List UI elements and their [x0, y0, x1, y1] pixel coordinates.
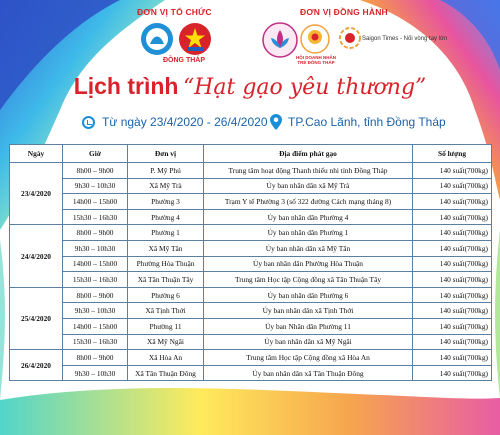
unit-cell: Phường 6: [128, 287, 204, 303]
table-row: [10, 318, 492, 334]
schedule-table: [9, 144, 492, 381]
time-cell: 15h30 – 16h30: [63, 209, 128, 225]
place-cell: Ủy ban nhân dân Phường 4: [204, 209, 413, 225]
date-cell: 26/4/2020: [10, 350, 63, 381]
youth-union-logo: [178, 22, 212, 56]
place-cell: Ủy ban nhân dân xã Mỹ Tân: [204, 240, 413, 256]
header-place: Địa điểm phát gạo: [204, 145, 413, 163]
place-cell: Ủy ban nhân dân xã Mỹ Trà: [204, 178, 413, 194]
header-date: Ngày: [10, 145, 63, 163]
date-range-line: [82, 112, 268, 132]
place-cell: Ủy ban nhân dân xã Mỹ Ngãi: [204, 334, 413, 350]
unit-cell: Xã Mỹ Tân: [128, 240, 204, 256]
place-cell: Trung tâm Học tập Cộng đồng xã Hòa An: [204, 350, 413, 366]
companion-logo-lotus: [262, 22, 298, 58]
quantity-cell: 140 suất(700kg): [413, 318, 492, 334]
place-cell: Ủy ban nhân dân xã Tịnh Thới: [204, 303, 413, 319]
unit-cell: Xã Mỹ Trà: [128, 178, 204, 194]
table-row: [10, 178, 492, 194]
time-cell: 8h00 – 9h00: [63, 287, 128, 303]
unit-cell: P. Mỹ Phú: [128, 163, 204, 179]
place-cell: Ủy ban nhân dân Phường 6: [204, 287, 413, 303]
time-cell: 9h30 – 10h30: [63, 178, 128, 194]
time-cell: 8h00 – 9h00: [63, 350, 128, 366]
companion-label: ĐƠN VỊ ĐỒNG HÀNH: [300, 7, 388, 17]
map-pin-icon: [270, 114, 282, 130]
unit-cell: Phường 4: [128, 209, 204, 225]
quantity-cell: 140 suất(700kg): [413, 287, 492, 303]
table-row: [10, 272, 492, 288]
place-cell: Ủy ban Nhân dân Phường 11: [204, 318, 413, 334]
time-cell: 15h30 – 16h30: [63, 272, 128, 288]
date-cell: 25/4/2020: [10, 287, 63, 349]
saigon-times-logo: [338, 26, 362, 50]
unit-cell: Xã Tịnh Thới: [128, 303, 204, 319]
women-union-logo: [140, 22, 174, 56]
header-quantity: Số lượng: [413, 145, 492, 163]
time-cell: 14h00 – 15h00: [63, 256, 128, 272]
location-line: [270, 112, 446, 132]
place-cell: Ủy ban nhân dân xã Tân Thuận Đông: [204, 365, 413, 381]
young-entrepreneurs-logo: [300, 24, 330, 54]
table-row: [10, 163, 492, 179]
calendar-check-icon: [82, 116, 95, 129]
young-entrepreneurs-caption: HỘI DOANH NHÂN TRẺ ĐỒNG THÁP: [296, 55, 336, 65]
time-cell: 9h30 – 10h30: [63, 240, 128, 256]
time-cell: 8h00 – 9h00: [63, 225, 128, 241]
saigon-times-caption: Saigon Times - Nối vòng tay lớn: [362, 36, 448, 42]
unit-cell: Phường 11: [128, 318, 204, 334]
date-range-text: Từ ngày 23/4/2020 - 26/4/2020: [102, 115, 268, 129]
page-title: [0, 73, 500, 100]
date-cell: 23/4/2020: [10, 163, 63, 225]
quantity-cell: 140 suất(700kg): [413, 240, 492, 256]
place-cell: Trạm Y tế Phường 3 (số 322 đường Cách mạng tháng 8): [204, 194, 413, 210]
time-cell: 14h00 – 15h00: [63, 194, 128, 210]
unit-cell: Xã Hòa An: [128, 350, 204, 366]
quantity-cell: 140 suất(700kg): [413, 163, 492, 179]
unit-cell: Xã Mỹ Ngãi: [128, 334, 204, 350]
table-row: [10, 350, 492, 366]
quantity-cell: 140 suất(700kg): [413, 303, 492, 319]
table-row: [10, 225, 492, 241]
table-row: [10, 303, 492, 319]
organizer-logo-caption: ĐỒNG THÁP: [163, 57, 205, 64]
table-row: [10, 240, 492, 256]
table-row: [10, 365, 492, 381]
quantity-cell: 140 suất(700kg): [413, 225, 492, 241]
unit-cell: Phường 1: [128, 225, 204, 241]
unit-cell: Phường Hòa Thuận: [128, 256, 204, 272]
time-cell: 8h00 – 9h00: [63, 163, 128, 179]
quantity-cell: 140 suất(700kg): [413, 350, 492, 366]
table-row: [10, 256, 492, 272]
table-row: [10, 334, 492, 350]
title-script: “Hạt gạo yêu thương”: [182, 75, 427, 100]
quantity-cell: 140 suất(700kg): [413, 334, 492, 350]
place-cell: Ủy ban nhân dân Phường Hòa Thuận: [204, 256, 413, 272]
location-text: TP.Cao Lãnh, tỉnh Đồng Tháp: [288, 115, 446, 129]
table-header-row: [10, 145, 492, 163]
organizer-label: ĐƠN VỊ TỔ CHỨC: [137, 7, 212, 17]
quantity-cell: 140 suất(700kg): [413, 256, 492, 272]
quantity-cell: 140 suất(700kg): [413, 178, 492, 194]
unit-cell: Xã Tân Thuận Tây: [128, 272, 204, 288]
table-row: [10, 287, 492, 303]
unit-cell: Xã Tân Thuận Đông: [128, 365, 204, 381]
table-row: [10, 209, 492, 225]
place-cell: Trung tâm hoạt động Thanh thiếu nhi tỉnh Đồng Tháp: [204, 163, 413, 179]
time-cell: 15h30 – 16h30: [63, 334, 128, 350]
time-cell: 14h00 – 15h00: [63, 318, 128, 334]
place-cell: Trung tâm Học tập Cộng đồng xã Tân Thuận Tây: [204, 272, 413, 288]
quantity-cell: 140 suất(700kg): [413, 209, 492, 225]
unit-cell: Phường 3: [128, 194, 204, 210]
quantity-cell: 140 suất(700kg): [413, 365, 492, 381]
quantity-cell: 140 suất(700kg): [413, 194, 492, 210]
time-cell: 9h30 – 10h30: [63, 303, 128, 319]
header-unit: Đơn vị: [128, 145, 204, 163]
header-time: Giờ: [63, 145, 128, 163]
table-row: [10, 194, 492, 210]
time-cell: 9h30 – 10h30: [63, 365, 128, 381]
date-cell: 24/4/2020: [10, 225, 63, 287]
title-main: Lịch trình: [73, 73, 179, 99]
place-cell: Ủy ban nhân dân Phường 1: [204, 225, 413, 241]
quantity-cell: 140 suất(700kg): [413, 272, 492, 288]
